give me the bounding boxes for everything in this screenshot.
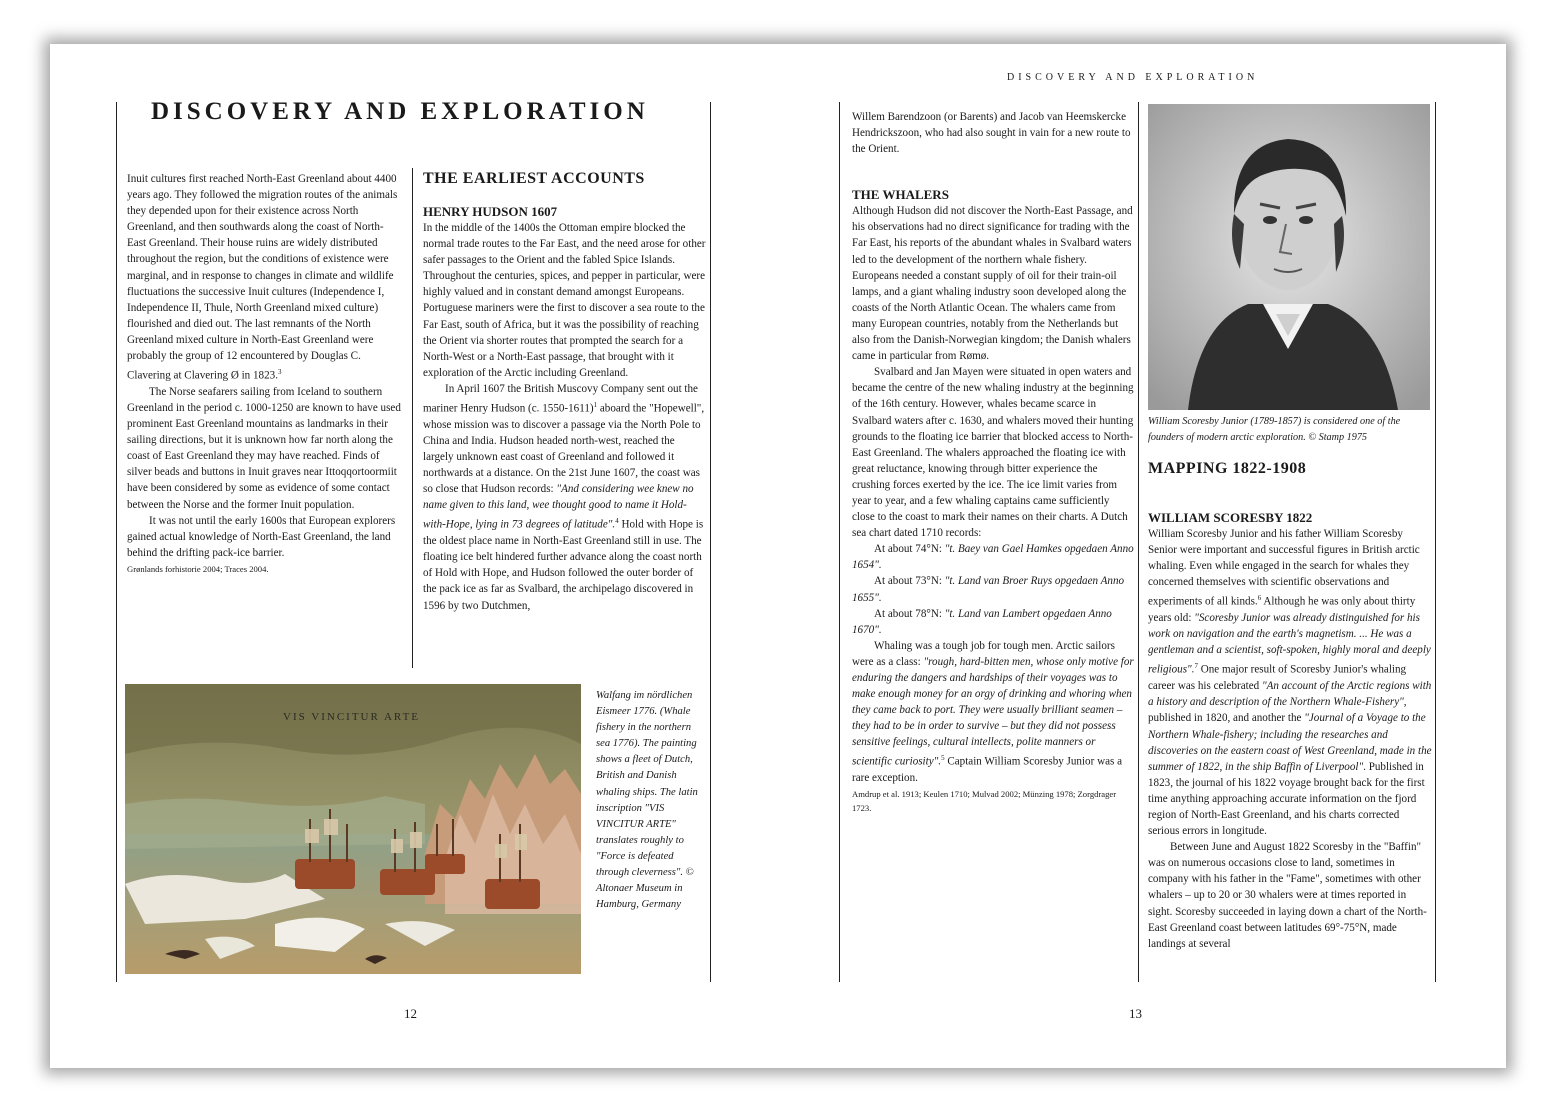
whaling-painting-image xyxy=(125,684,581,974)
col2-paragraph-2 xyxy=(423,381,706,614)
left-page-left-rule xyxy=(116,102,117,982)
section-heading-earliest-accounts: THE EARLIEST ACCOUNTS xyxy=(423,170,645,187)
page-title: DISCOVERY AND EXPLORATION xyxy=(151,98,649,125)
footnote-ref: 1 xyxy=(593,401,598,410)
whalers-references: Amdrup et al. 1913; Keulen 1710; Mulvad 2002; Münzing 1978; Zorgdrager 1723. xyxy=(852,789,1117,814)
page-number-right: 13 xyxy=(1129,1006,1142,1021)
sp1-text-b: Although he was only about thirty years old: xyxy=(1148,596,1416,625)
record-3-lat: At about 78°N: xyxy=(874,607,945,620)
col1-paragraph-3: It was not until the early 1600s that European explorers gained actual knowledge of North-East Greenland, the land behind the drifting pack-ice barrier. xyxy=(127,514,396,559)
col2-paragraph-1: In the middle of the 1400s the Ottoman empire blocked the normal trade routes to the Far East, and the need arose for other safer passages to the Orient and the fabled Spice Islands. Throughout the centuries, spices, and pepper in particular, were highly valued and in constant demand amongst Europeans. Portuguese mariners were the first to discover a sea route to the Far East, south of Africa, but it was the possibility of reaching the Orient via shorter routes that prompted the search for a North-West or a North-East passage, that brought with it exploration of the Arctic including Greenland. xyxy=(423,222,706,379)
record-2-text: "t. Land van Broer Ruys opgedaen Anno 1655". xyxy=(852,575,1125,604)
scoresby-paragraph-1 xyxy=(1148,526,1432,839)
sp1-text-d: , published in 1820, and another the xyxy=(1148,696,1407,725)
p2-text-c: Hold with Hope is the oldest place name in North-East Greenland still in use. The floating ice belt hindered further advance along the coast north of Hold with Hope, and Hudson followed the outer border of the pack ice as far as Svalbard, the archipelago discovered in 1596 by two Dutchmen, xyxy=(423,519,704,612)
portrait-caption: William Scoresby Junior (1789-1857) is considered one of the founders of modern arctic exploration. © Stamp 1975 xyxy=(1148,416,1401,444)
right-column-1-text xyxy=(852,109,1135,815)
scoresby-paragraph-2: Between June and August 1822 Scoresby in the "Baffin" was on numerous occasions close to land, sometimes in company with his father in the "Fame", sometimes with other whalers – up to 20 or 30 whalers were at times reported in sight. Scoresby succeeded in laying down a chart of the North-East Greenland coast between latitudes 69°-75°N, made landings at several xyxy=(1148,841,1427,950)
right-page-right-rule xyxy=(1435,102,1436,982)
footnote-ref: 7 xyxy=(1194,662,1198,671)
left-column-1-text xyxy=(127,171,401,576)
p3-text-a: Whaling was a tough job for tough men. Arctic sailors were as a class: xyxy=(852,639,1115,668)
p2-text-b: aboard the "Hopewell", whose mission was to discover a passage via the North Pole to China and India. Hudson headed north-west, reached the largely unknown east coast of Greenland and followed it northwards at a distance. On the 21st June 1607, the coast was so close that Hudson records: xyxy=(423,402,705,496)
chart-record-2 xyxy=(852,573,1135,605)
whaling-painting xyxy=(125,684,581,974)
scoresby-portrait-image xyxy=(1148,104,1430,410)
section-heading-whalers: THE WHALERS xyxy=(852,187,949,203)
whalers-paragraph-2: Svalbard and Jan Mayen were situated in open waters and became the centre of the new whaling industry at the beginning of the 16th century. However, whales became scarce in Svalbard waters after c. 1630, and whalers moved their hunting grounds to the floating ice barrier that blocked access to North-East Greenland. The whalers approached the floating ice with great reluctance, knowing through bitter experience the crushing forces exerted by the ice. The ice limit varies from year to year, and a few whaling captains came sufficiently close to the coast to mark their names on their charts. A Dutch sea chart dated 1710 records: xyxy=(852,366,1134,540)
sailors-quote: "rough, hard-bitten men, whose only motive for enduring the dangers and hardships of their voyages was to make enough money for an orgy of drinking and whoring when they came back to port. They were usually brilliant seamen – they had to be in order to survive – but they did not possess sensitive feelings, cultural intellects, polite manners or scientific curiosity". xyxy=(852,655,1134,769)
section-heading-mapping: MAPPING 1822-1908 xyxy=(1148,460,1307,477)
footnote-ref: 5 xyxy=(941,754,945,763)
p3-text-b: Captain William Scoresby Junior was a rare exception. xyxy=(852,756,1123,785)
chart-record-3 xyxy=(852,606,1135,638)
book-title-2: "Journal of a Voyage to the Northern Whale-fishery; including the researches and discoveries on the eastern coast of West Greenland, made in the summer of 1822, in the ship Baffin of Liverpool" xyxy=(1148,712,1432,773)
left-column-2-text xyxy=(423,220,706,614)
running-head: DISCOVERY AND EXPLORATION xyxy=(1007,72,1259,83)
right-column-2-text xyxy=(1148,526,1432,952)
sp1-text-e: . Published in 1823, the journal of his 1822 voyage brought back for the first time anything approaching accurate information on the fjord region of North-East Greenland, and his charts corrected serious errors in longitude. xyxy=(1148,760,1425,838)
col1-paragraph-1: Inuit cultures first reached North-East Greenland about 4400 years ago. They followed the migration routes of the animals they depended upon for their existence across North Greenland, and then southwards along the coast of North-East Greenland. Their house ruins are widely distributed throughout the region, but the conditions of existence were marginal, and in response to changes in climate and wildlife fluctuations the successive Inuit cultures (Independence I, Independence II, Thule, North Greenland mixed culture) flourished and died out. The last remnants of the North Greenland mixed culture in North-East Greenland were probably the group of 12 encountered by Douglas C. Clavering at Clavering Ø in 1823. xyxy=(127,173,398,382)
right-col1-intro: Willem Barendzoon (or Barents) and Jacob van Heemskercke Hendrickszoon, who had also sought in vain for a new route to the Orient. xyxy=(852,111,1131,156)
footnote-ref: 3 xyxy=(277,368,282,377)
col1-references: Grønlands forhistorie 2004; Traces 2004. xyxy=(127,563,269,574)
right-page-left-rule xyxy=(839,102,840,982)
scoresby-portrait xyxy=(1148,104,1430,410)
sp1-text-a: William Scoresby Junior and his father William Scoresby Senior were important and successful figures in British arctic whaling. Even while engaged in the search for whales they concerned themselves with scientific observations and experiments of all kinds. xyxy=(1148,528,1420,609)
record-2-lat: At about 73°N: xyxy=(874,575,945,588)
footnote-ref: 6 xyxy=(1257,594,1262,603)
book-title-1: "An account of the Arctic regions with a history and description of the Northern Whale-Fishery" xyxy=(1148,680,1432,709)
p2-text-a: In April 1607 the British Muscovy Company sent out the mariner Henry Hudson (c. 1550-1611) xyxy=(423,382,698,415)
chart-record-1 xyxy=(852,541,1135,573)
subheading-william-scoresby: WILLIAM SCORESBY 1822 xyxy=(1148,510,1313,525)
left-page-right-rule xyxy=(710,102,711,982)
sp1-text-c: One major result of Scoresby Junior's whaling career was his celebrated xyxy=(1148,664,1407,693)
hudson-quote: "And considering wee knew no name given to this land, wee thought good to name it Hold-with-Hope, lying in 73 degrees of latitude". xyxy=(423,483,694,532)
record-1-lat: At about 74°N: xyxy=(874,543,945,556)
footnote-ref: 4 xyxy=(615,517,619,526)
subheading-henry-hudson: HENRY HUDSON 1607 xyxy=(423,204,558,219)
book-spread xyxy=(50,44,1506,1068)
scoresby-quote: "Scoresby Junior was already distinguished for his work on navigation and the earth's magnetism. ... He was a gentleman and a scientist, soft-spoken, highly moral and deeply religious". xyxy=(1148,612,1431,677)
left-page-column-rule xyxy=(412,168,413,668)
col1-paragraph-2: The Norse seafarers sailing from Iceland to southern Greenland in the period c. 1000-1250 are known to have used prominent East Greenland mountains as landmarks in their sailing directions, but it is unknown how far north along the coast of East Greenland they may have reached. Finds of silver beads and buttons in Inuit graves near Ittoqqortoormiit have been considered by some as evidence of some contact between the Norse and the former Inuit population. xyxy=(127,385,401,511)
right-page-column-rule xyxy=(1138,102,1139,982)
painting-inscription: VIS VINCITUR ARTE xyxy=(283,711,421,723)
record-1-text: "t. Baey van Gael Hamkes opgedaen Anno 1654". xyxy=(852,543,1134,572)
record-3-text: "t. Land van Lambert opgedaen Anno 1670". xyxy=(852,607,1112,636)
page-number-left: 12 xyxy=(404,1006,417,1021)
whalers-paragraph-3 xyxy=(852,638,1135,787)
painting-caption: Walfang im nördlichen Eismeer 1776. (Whale fishery in the northern sea 1776). The painting shows a fleet of Dutch, British and Danish whaling ships. The latin inscription "VIS VINCITUR ARTE" translates roughly to "Force is defeated through cleverness". © Altonaer Museum in Hamburg, Germany xyxy=(596,690,698,911)
whalers-paragraph-1: Although Hudson did not discover the North-East Passage, and his observations had no direct significance for trading with the Far East, his reports of the abundant whales in Svalbard waters led to the development of the northern whale fishery. Europeans needed a constant supply of oil for their train-oil lamps, and a giant whaling industry soon developed along the coasts of the North Atlantic Ocean. The whalers came from many European countries, notably from the Netherlands but also from the Danish-Norwegian kingdom; the Danish whalers came in particular from Rømø. xyxy=(852,205,1133,363)
